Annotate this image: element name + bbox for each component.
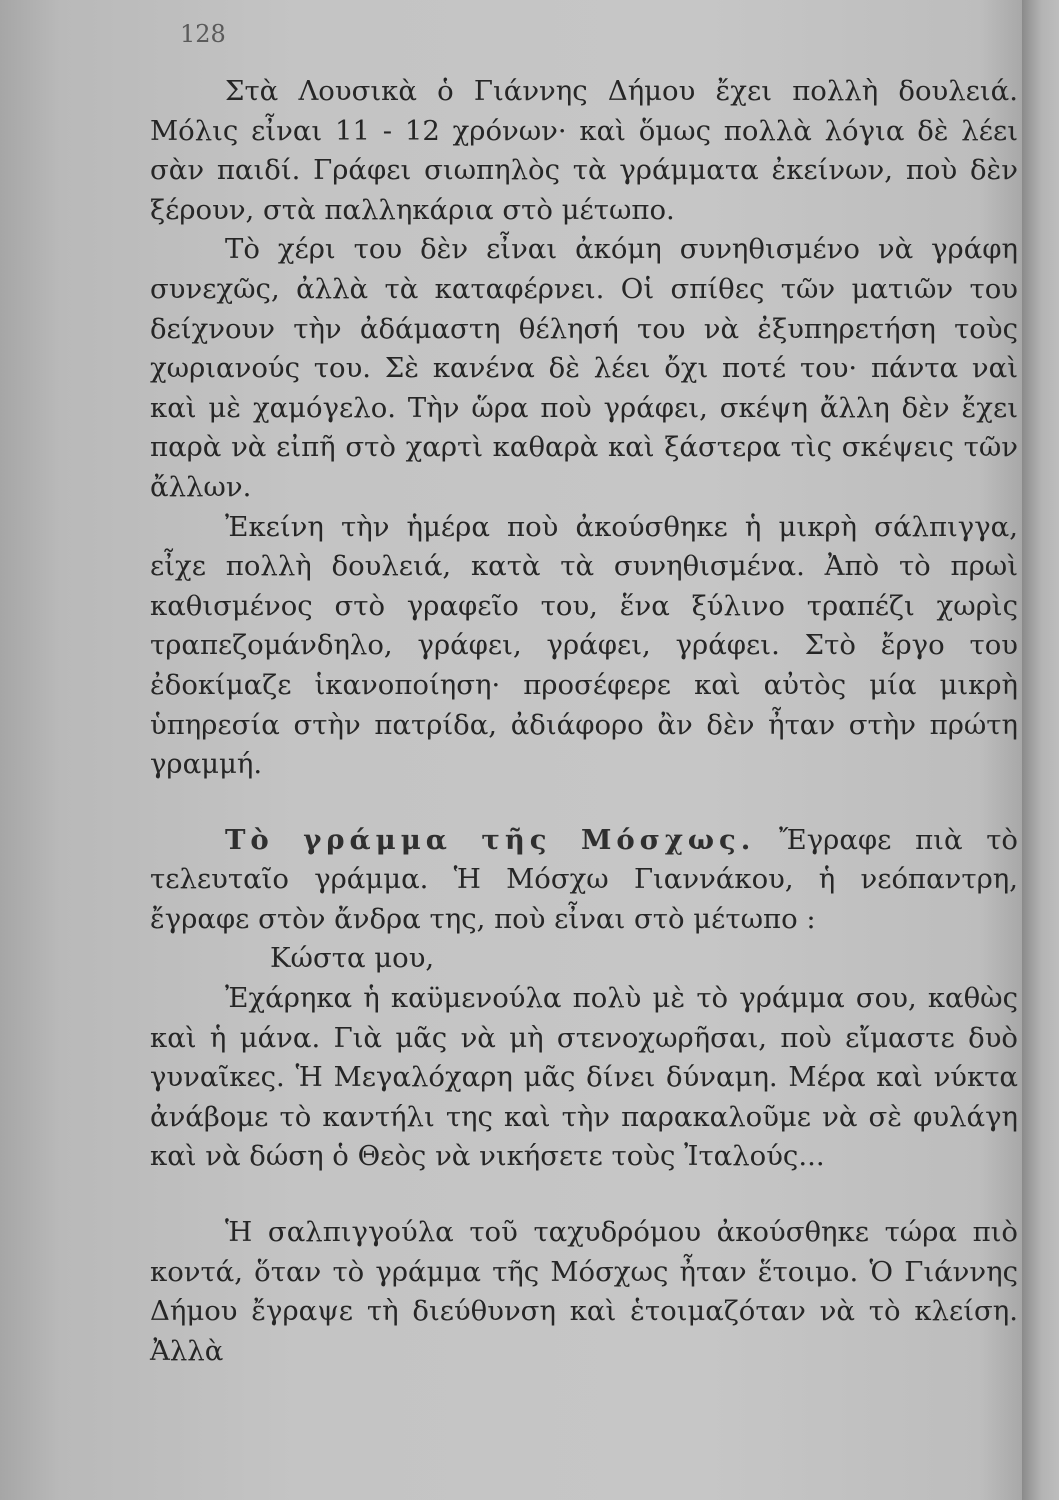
- letter-body: Ἐχάρηκα ἡ καϋμενούλα πολὺ μὲ τὸ γράμμα σου, καθὼς καὶ ἡ μάνα. Γιὰ μᾶς νὰ μὴ στενοχωρῆσαι, ποὺ εἴμαστε δυὸ γυναῖκες. Ἡ Μεγαλόχαρη μᾶς δίνει δύναμη. Μέρα καὶ νύκτα ἀνάβομε τὸ καντήλι της καὶ τὴν παρακαλοῦμε νὰ σὲ φυλάγη καὶ νὰ δώση ὁ Θεὸς νὰ νικήσετε τοὺς Ἰταλούς...: [150, 982, 1018, 1173]
- page-number: 128: [180, 20, 226, 48]
- section-paragraph: [150, 821, 1018, 940]
- paragraph: Τὸ χέρι του δὲν εἶναι ἀκόμη συνηθισμένο νὰ γράφη συνεχῶς, ἀλλὰ τὰ καταφέρνει. Οἱ σπίθες τῶν ματιῶν του δείχνουν τὴν ἀδάμαστη θέλησή του νὰ ἐξυπηρετήση τοὺς χωριανούς του. Σὲ κανένα δὲ λέει ὄχι ποτέ του· πάντα ναὶ καὶ μὲ χαμόγελο. Τὴν ὥρα ποὺ γράφει, σκέψη ἄλλη δὲν ἔχει παρὰ νὰ εἰπῆ στὸ χαρτὶ καθαρὰ καὶ ξάστερα τὶς σκέψεις τῶν ἄλλων.: [150, 233, 1018, 503]
- page-body: [150, 72, 1018, 1371]
- closing-paragraph: Ἡ σαλπιγγούλα τοῦ ταχυδρόμου ἀκούσθηκε τώρα πιὸ κοντά, ὅταν τὸ γράμμα τῆς Μόσχως ἦταν ἕτοιμο. Ὁ Γιάννης Δήμου ἔγραψε τὴ διεύθυνση καὶ ἑτοιμαζόταν νὰ τὸ κλείση. Ἀλλὰ: [150, 1216, 1018, 1367]
- section-heading: Τὸ γράμμα τῆς Μόσχως.: [225, 823, 756, 856]
- paragraph: Στὰ Λουσικὰ ὁ Γιάννης Δήμου ἔχει πολλὴ δουλειά. Μόλις εἶναι 11 - 12 χρόνων· καὶ ὅμως πολλὰ λόγια δὲ λέει σὰν παιδί. Γράφει σιωπηλὸς τὰ γράμματα ἐκείνων, ποὺ δὲν ξέρουν, στὰ παλληκάρια στὸ μέτωπο.: [150, 75, 1018, 226]
- letter-salutation: Κώστα μου,: [270, 942, 435, 975]
- paragraph: Ἐκείνη τὴν ἡμέρα ποὺ ἀκούσθηκε ἡ μικρὴ σάλπιγγα, εἶχε πολλὴ δουλειά, κατὰ τὰ συνηθισμένα. Ἀπὸ τὸ πρωὶ καθισμένος στὸ γραφεῖο του, ἕνα ξύλινο τραπέζι χωρὶς τραπεζομάνδηλο, γράφει, γράφει, γράφει. Στὸ ἔργο του ἐδοκίμαζε ἱκανοποίηση· προσέφερε καὶ αὐτὸς μία μικρὴ ὑπηρεσία στὴν πατρίδα, ἀδιάφορο ἂν δὲν ἦταν στὴν πρώτη γραμμή.: [150, 510, 1018, 781]
- section-intro: Ἔγραφε πιὰ τὸ τελευταῖο γράμμα. Ἡ Μόσχω Γιαννάκου, ἡ νεόπαντρη, ἔγραφε στὸν ἄνδρα της, ποὺ εἶναι στὸ μέτωπο :: [150, 823, 1018, 935]
- page-gutter-edge: [1022, 0, 1059, 1500]
